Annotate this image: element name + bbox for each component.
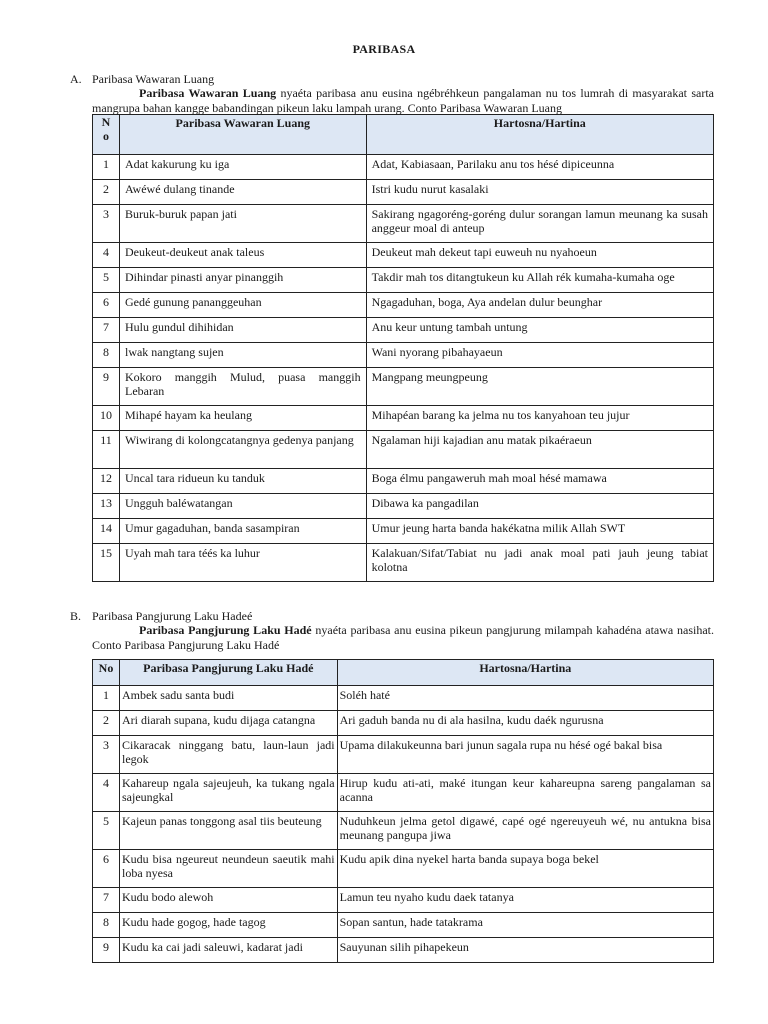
table-row	[93, 544, 714, 582]
section-a-title: Paribasa Wawaran Luang	[92, 72, 215, 86]
table-row	[93, 469, 714, 494]
paribasa-cell: Gedé gunung pananggeuhan	[119, 293, 366, 318]
paribasa-cell: Uncal tara ridueun ku tanduk	[119, 469, 366, 494]
table-row	[93, 850, 714, 888]
paribasa-cell: Kudu bisa ngeureut neundeun saeutik mahi loba nyesa	[119, 850, 337, 888]
page-title: PARIBASA	[352, 42, 416, 56]
section-a-letter: A.	[70, 72, 82, 86]
table-row	[93, 519, 714, 544]
table-row	[93, 913, 714, 938]
row-number: 8	[93, 913, 120, 938]
table-row	[93, 711, 714, 736]
hartina-cell: Mangpang meungpeung	[366, 368, 713, 406]
hartina-cell: Upama dilakukeunna bari junun sagala rupa nu hésé ogé bakal bisa	[337, 736, 713, 774]
table-row	[93, 205, 714, 243]
table-row	[93, 888, 714, 913]
table-row	[93, 406, 714, 431]
row-number: 9	[93, 368, 120, 406]
hartina-cell: Istri kudu nurut kasalaki	[366, 180, 713, 205]
paribasa-cell: Uyah mah tara téés ka luhur	[119, 544, 366, 582]
paribasa-cell: Kokoro manggih Mulud, puasa manggih Lebaran	[119, 368, 366, 406]
paribasa-cell: Kajeun panas tonggong asal tiis beuteung	[119, 812, 337, 850]
paribasa-cell: Deukeut-deukeut anak taleus	[119, 243, 366, 268]
section-b-letter: B.	[70, 609, 82, 623]
section-a-intro-text: nyaéta paribasa anu eusina ngébréhkeun pangalaman nu tos lumrah di masyarakat sarta mangrupa bahan kangge babandingan pikeun laku lampah urang. Conto Paribasa Wawaran Luang	[92, 86, 714, 115]
paribasa-cell: Mihapé hayam ka heulang	[119, 406, 366, 431]
row-number: 7	[93, 318, 120, 343]
hartina-cell: Mihapéan barang ka jelma nu tos kanyahoan teu jujur	[366, 406, 713, 431]
table-pangjurung-laku-hade	[92, 659, 714, 963]
hartina-cell: Soléh haté	[337, 686, 713, 711]
hartina-cell: Nuduhkeun jelma getol digawé, capé ogé ngereuyeuh wé, nu antukna bisa meunang pangupa jiwa	[337, 812, 713, 850]
paribasa-cell: Kudu hade gogog, hade tagog	[119, 913, 337, 938]
paribasa-cell: Awéwé dulang tinande	[119, 180, 366, 205]
table-row	[93, 431, 714, 469]
paribasa-cell: Ambek sadu santa budi	[119, 686, 337, 711]
table-row	[93, 268, 714, 293]
table-row	[93, 368, 714, 406]
hartina-cell: Takdir mah tos ditangtukeun ku Allah rék kumaha-kumaha oge	[366, 268, 713, 293]
header-no: N o	[93, 115, 120, 155]
row-number: 4	[93, 774, 120, 812]
hartina-cell: Adat, Kabiasaan, Parilaku anu tos hésé dipiceunna	[366, 155, 713, 180]
row-number: 7	[93, 888, 120, 913]
hartina-cell: Umur jeung harta banda hakékatna milik Allah SWT	[366, 519, 713, 544]
section-b-intro-text: nyaéta paribasa anu eusina pikeun pangjurung milampah kahadéna atawa nasihat. Conto Paribasa Pangjurung Laku Hadé	[92, 623, 714, 652]
table-row	[93, 155, 714, 180]
row-number: 6	[93, 850, 120, 888]
hartina-cell: Hirup kudu ati-ati, maké itungan keur kahareupna sareng pangalaman sa acanna	[337, 774, 713, 812]
hartina-cell: Ngagaduhan, boga, Aya andelan dulur beunghar	[366, 293, 713, 318]
row-number: 6	[93, 293, 120, 318]
table-row	[93, 494, 714, 519]
paribasa-cell: Adat kakurung ku iga	[119, 155, 366, 180]
table-row	[93, 343, 714, 368]
table-header-row	[93, 660, 714, 686]
row-number: 4	[93, 243, 120, 268]
row-number: 1	[93, 686, 120, 711]
row-number: 14	[93, 519, 120, 544]
paribasa-cell: Kudu bodo alewoh	[119, 888, 337, 913]
section-b-intro-term: Paribasa Pangjurung Laku Hadé	[139, 623, 312, 637]
row-number: 13	[93, 494, 120, 519]
row-number: 15	[93, 544, 120, 582]
hartina-cell: Dibawa ka pangadilan	[366, 494, 713, 519]
hartina-cell: Kalakuan/Sifat/Tabiat nu jadi anak moal pati jauh jeung tabiat kolotna	[366, 544, 713, 582]
row-number: 5	[93, 812, 120, 850]
paribasa-cell: lwak nangtang sujen	[119, 343, 366, 368]
hartina-cell: Ari gaduh banda nu di ala hasilna, kudu daék ngurusna	[337, 711, 713, 736]
row-number: 3	[93, 736, 120, 774]
table-header-row	[93, 115, 714, 155]
hartina-cell: Deukeut mah dekeut tapi euweuh nu nyahoeun	[366, 243, 713, 268]
hartina-cell: Kudu apik dina nyekel harta banda supaya boga bekel	[337, 850, 713, 888]
table-wawaran-luang	[92, 114, 714, 582]
header-hartina: Hartosna/Hartina	[337, 660, 713, 686]
row-number: 5	[93, 268, 120, 293]
table-row	[93, 686, 714, 711]
hartina-cell: Sakirang ngagoréng-goréng dulur sorangan lamun meunang ka susah anggeur moal di anteup	[366, 205, 713, 243]
paribasa-cell: Wiwirang di kolongcatangnya gedenya panjang	[119, 431, 366, 469]
table-row	[93, 293, 714, 318]
header-hartina: Hartosna/Hartina	[366, 115, 713, 155]
row-number: 2	[93, 711, 120, 736]
section-b-intro	[92, 623, 714, 653]
table-row	[93, 180, 714, 205]
row-number: 11	[93, 431, 120, 469]
table-row	[93, 318, 714, 343]
table-row	[93, 938, 714, 963]
hartina-cell: Lamun teu nyaho kudu daek tatanya	[337, 888, 713, 913]
paribasa-cell: Kahareup ngala sajeujeuh, ka tukang ngala sajeungkal	[119, 774, 337, 812]
header-paribasa: Paribasa Wawaran Luang	[119, 115, 366, 155]
paribasa-cell: Hulu gundul dihihidan	[119, 318, 366, 343]
section-a-intro	[92, 86, 714, 116]
table-row	[93, 736, 714, 774]
paribasa-cell: Dihindar pinasti anyar pinanggih	[119, 268, 366, 293]
paribasa-cell: Umur gagaduhan, banda sasampiran	[119, 519, 366, 544]
hartina-cell: Anu keur untung tambah untung	[366, 318, 713, 343]
paribasa-cell: Ari diarah supana, kudu dijaga catangna	[119, 711, 337, 736]
paribasa-cell: Ungguh baléwatangan	[119, 494, 366, 519]
hartina-cell: Boga élmu pangaweruh mah moal hésé mamawa	[366, 469, 713, 494]
hartina-cell: Sauyunan silih pihapekeun	[337, 938, 713, 963]
paribasa-cell: Cikaracak ninggang batu, laun-laun jadi legok	[119, 736, 337, 774]
section-b-heading	[70, 609, 252, 624]
hartina-cell: Wani nyorang pibahayaeun	[366, 343, 713, 368]
header-no: No	[93, 660, 120, 686]
row-number: 2	[93, 180, 120, 205]
table-row	[93, 774, 714, 812]
paribasa-cell: Kudu ka cai jadi saleuwi, kadarat jadi	[119, 938, 337, 963]
hartina-cell: Sopan santun, hade tatakrama	[337, 913, 713, 938]
header-paribasa: Paribasa Pangjurung Laku Hadé	[119, 660, 337, 686]
row-number: 10	[93, 406, 120, 431]
row-number: 1	[93, 155, 120, 180]
section-a-intro-term: Paribasa Wawaran Luang	[139, 86, 277, 100]
hartina-cell: Ngalaman hiji kajadian anu matak pikaéraeun	[366, 431, 713, 469]
row-number: 3	[93, 205, 120, 243]
section-a-heading	[70, 72, 214, 87]
row-number: 9	[93, 938, 120, 963]
row-number: 8	[93, 343, 120, 368]
table-row	[93, 243, 714, 268]
paribasa-cell: Buruk-buruk papan jati	[119, 205, 366, 243]
table-row	[93, 812, 714, 850]
row-number: 12	[93, 469, 120, 494]
section-b-title: Paribasa Pangjurung Laku Hadeé	[92, 609, 253, 623]
